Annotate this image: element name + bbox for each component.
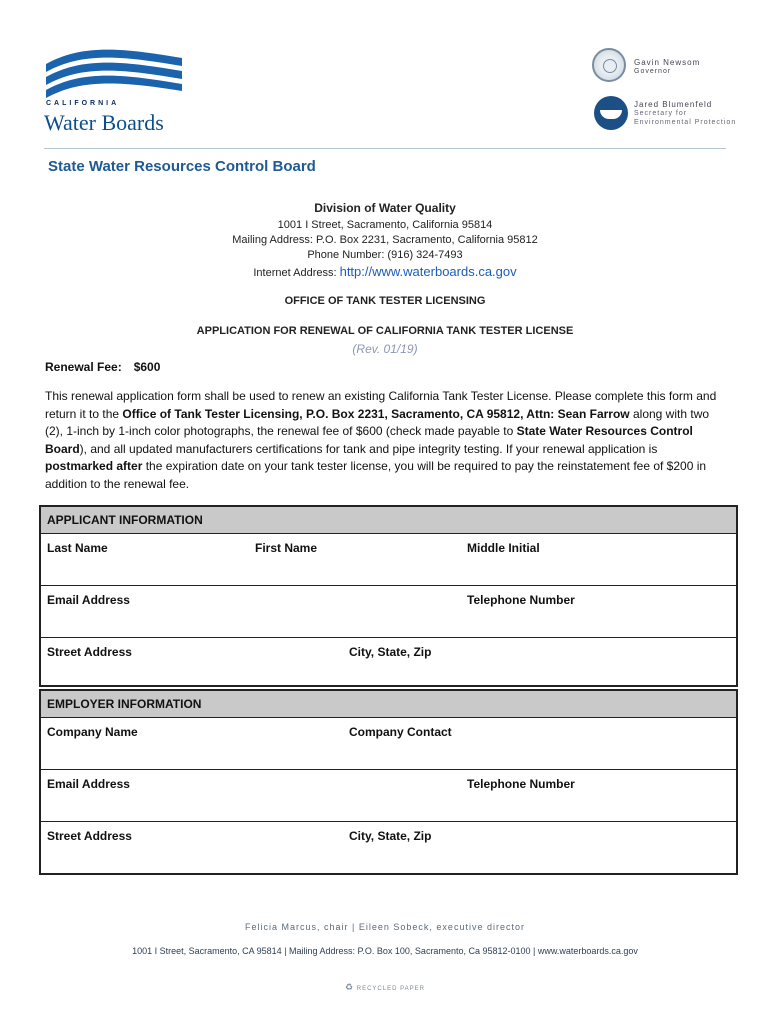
water-boards-logo bbox=[44, 44, 194, 136]
internet-label: Internet Address: bbox=[253, 267, 340, 279]
instructions-text-4: the expiration date on your tank tester license, you will be required to pay the reinstatement fee of $200 in addition to the renewal fee. bbox=[45, 459, 707, 491]
instructions-text-2: along with two (2), 1-inch by 1-inch color photographs, the renewal fee of $600 (check made payable to bbox=[45, 406, 710, 438]
instructions-text-3: ), and all updated manufacturers certifications for tank and pipe integrity testing. If your renewal application is bbox=[79, 441, 658, 456]
recycled-paper-note bbox=[0, 982, 770, 993]
renewal-fee-amount: $600 bbox=[133, 360, 161, 374]
state-seal-icon bbox=[592, 48, 626, 82]
water-waves-logo-icon bbox=[44, 44, 184, 100]
application-title: APPLICATION FOR RENEWAL OF CALIFORNIA TANK TESTER LICENSE bbox=[196, 325, 574, 337]
employer-contact-row bbox=[41, 770, 736, 822]
applicant-email-field[interactable]: Email Address bbox=[47, 593, 130, 607]
governor-name: Gavin Newsom bbox=[634, 58, 701, 67]
renewal-fee bbox=[45, 360, 160, 374]
employer-information-heading: EMPLOYER INFORMATION bbox=[41, 691, 736, 718]
governor-title: Governor bbox=[634, 68, 672, 75]
calepa-logo-icon bbox=[594, 96, 628, 130]
applicant-information-heading: APPLICANT INFORMATION bbox=[41, 507, 736, 534]
revision-label: (Rev. 01/19) bbox=[352, 342, 418, 356]
mailing-address: Mailing Address: P.O. Box 2231, Sacramento, California 95812 bbox=[232, 234, 538, 246]
website-link[interactable]: http://www.waterboards.ca.gov bbox=[339, 264, 517, 279]
employer-telephone-field[interactable]: Telephone Number bbox=[467, 777, 575, 791]
employer-city-state-zip-field[interactable]: City, State, Zip bbox=[349, 829, 432, 843]
phone-number: Phone Number: (916) 324-7493 bbox=[307, 249, 463, 261]
recycled-paper-text: RECYCLED PAPER bbox=[356, 986, 425, 992]
instructions-office-address: Office of Tank Tester Licensing, P.O. Box 2231, Sacramento, CA 95812, Attn: Sean Farrow bbox=[122, 406, 630, 421]
employer-company-row bbox=[41, 718, 736, 770]
division-title: Division of Water Quality bbox=[314, 201, 456, 215]
applicant-city-state-zip-field[interactable]: City, State, Zip bbox=[349, 645, 432, 659]
instructions-paragraph bbox=[45, 388, 725, 493]
employer-email-field[interactable]: Email Address bbox=[47, 777, 130, 791]
applicant-information-table bbox=[39, 505, 738, 687]
applicant-address-row bbox=[41, 638, 736, 690]
instructions-text-1: This renewal application form shall be used to renew an existing California Tank Tester License. Please complete this form and return it to the bbox=[45, 389, 717, 421]
applicant-telephone-field[interactable]: Telephone Number bbox=[467, 593, 575, 607]
footer-officials: Felicia Marcus, chair | Eileen Sobeck, executive director bbox=[245, 922, 525, 932]
employer-information-table bbox=[39, 689, 738, 875]
renewal-fee-label: Renewal Fee: bbox=[45, 360, 122, 374]
street-address: 1001 I Street, Sacramento, California 95814 bbox=[277, 219, 493, 231]
company-contact-field[interactable]: Company Contact bbox=[349, 725, 452, 739]
board-name: State Water Resources Control Board bbox=[48, 158, 316, 175]
logo-name-text: Water Boards bbox=[44, 110, 164, 135]
middle-initial-field[interactable]: Middle Initial bbox=[467, 541, 540, 555]
employer-street-field[interactable]: Street Address bbox=[47, 829, 132, 843]
secretary-title-line1: Secretary for bbox=[634, 110, 688, 117]
footer-address: 1001 I Street, Sacramento, CA 95814 | Mailing Address: P.O. Box 100, Sacramento, Ca 95812-0100 | www.waterboards.ca.gov bbox=[132, 946, 638, 956]
secretary-name: Jared Blumenfeld bbox=[634, 100, 713, 109]
internet-address bbox=[0, 264, 770, 279]
applicant-street-field[interactable]: Street Address bbox=[47, 645, 132, 659]
logo-state-text: CALIFORNIA bbox=[46, 100, 120, 107]
header-divider bbox=[44, 148, 726, 149]
last-name-field[interactable]: Last Name bbox=[47, 541, 108, 555]
recycle-icon: ♻ bbox=[345, 982, 355, 992]
secretary-title-line2: Environmental Protection bbox=[634, 119, 737, 126]
first-name-field[interactable]: First Name bbox=[255, 541, 318, 555]
applicant-name-row bbox=[41, 534, 736, 586]
employer-address-row bbox=[41, 822, 736, 874]
office-title: OFFICE OF TANK TESTER LICENSING bbox=[284, 295, 486, 307]
company-name-field[interactable]: Company Name bbox=[47, 725, 138, 739]
instructions-postmarked: postmarked after bbox=[45, 459, 143, 473]
applicant-contact-row bbox=[41, 586, 736, 638]
instructions-payee: State Water Resources Control Board bbox=[45, 424, 693, 456]
